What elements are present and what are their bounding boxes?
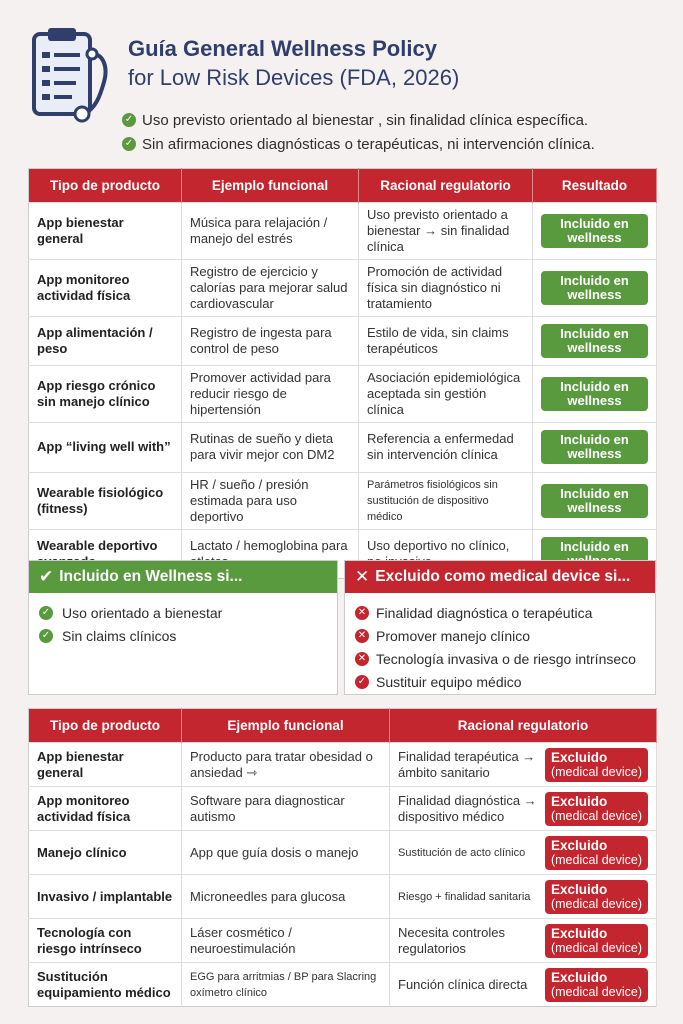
check-icon: ✓ xyxy=(39,606,53,620)
excluded-badge xyxy=(545,836,648,870)
product-type-cell: App bienestar general xyxy=(29,743,182,787)
example-cell: Registro de ingesta para control de peso xyxy=(182,317,359,366)
example-cell: Música para relajación / manejo del estrés xyxy=(182,203,359,260)
excluded-badge xyxy=(545,792,648,826)
included-criteria-box xyxy=(28,560,338,695)
rationale-text: Finalidad terapéutica → ámbito sanitario xyxy=(398,748,536,780)
badge-title: Excluido xyxy=(550,881,608,897)
product-type-cell: Wearable fisiológico (fitness) xyxy=(29,472,182,529)
page-title xyxy=(128,34,668,92)
table-row xyxy=(29,743,657,787)
included-products-table xyxy=(28,168,657,579)
example-cell: Láser cosmético / neuroestimulación xyxy=(182,919,390,963)
included-badge: Incluido en wellness xyxy=(541,484,648,518)
table-row xyxy=(29,963,657,1007)
rationale-cell: Uso previsto orientado a bienestar → sin finalidad clínica xyxy=(359,203,533,260)
included-badge: Incluido en wellness xyxy=(541,271,648,305)
example-cell: Promover actividad para reducir riesgo de hipertensión xyxy=(182,366,359,423)
included-badge: Incluido en wellness xyxy=(541,214,648,248)
example-cell: App que guía dosis o manejo xyxy=(182,831,390,875)
criteria-text: Tecnología invasiva o de riesgo intrínseco xyxy=(376,650,636,667)
table-row xyxy=(29,919,657,963)
table-row xyxy=(29,317,657,366)
rationale-text: Necesita controles regulatorios xyxy=(398,924,505,956)
product-type-cell: App “living well with” xyxy=(29,423,182,472)
title-line-1: Guía General Wellness Policy xyxy=(128,36,437,61)
product-type-cell: Wearable deportivo xyxy=(29,529,182,578)
rationale-text: Función clínica directa xyxy=(398,976,528,992)
excluded-badge xyxy=(545,748,648,782)
x-circle-icon: ✕ xyxy=(355,652,369,666)
product-type-cell: Tecnología con riesgo intrínseco xyxy=(29,919,182,963)
header-bullets xyxy=(122,108,672,156)
check-circle-icon: ✓ xyxy=(355,675,369,689)
x-circle-icon: ✕ xyxy=(355,606,369,620)
header-bullet xyxy=(122,108,672,132)
list-item xyxy=(355,601,647,624)
example-cell: Rutinas de sueño y dieta para vivir mejor con DM2 xyxy=(182,423,359,472)
list-item xyxy=(39,624,329,647)
product-type-cell: App monitoreo actividad física xyxy=(29,260,182,317)
list-item xyxy=(355,670,647,693)
excluded-badge xyxy=(545,924,648,958)
result-cell xyxy=(533,203,657,260)
excluded-badge xyxy=(545,968,648,1002)
result-cell xyxy=(533,260,657,317)
excluded-products-table xyxy=(28,708,657,1007)
table-row xyxy=(29,366,657,423)
table-row xyxy=(29,875,657,919)
bullet-text: Sin afirmaciones diagnósticas o terapéuticas, ni intervención clínica. xyxy=(142,135,595,153)
included-badge: Incluido en wellness xyxy=(541,430,648,464)
x-circle-icon: ✕ xyxy=(355,629,369,643)
rationale-cell xyxy=(390,963,657,1007)
column-header: Tipo de producto xyxy=(29,169,182,203)
check-icon: ✓ xyxy=(122,137,136,151)
excluded-criteria-box xyxy=(344,560,656,695)
list-item xyxy=(355,624,647,647)
rationale-cell xyxy=(390,875,657,919)
product-type-cell: App monitoreo actividad física xyxy=(29,787,182,831)
badge-title: Excluido xyxy=(550,925,608,941)
column-header: Resultado xyxy=(533,169,657,203)
title-line-2: for Low Risk Devices (FDA, 2026) xyxy=(128,65,460,90)
checkmark-icon: ✔ xyxy=(39,567,54,586)
badge-subtitle: (medical device) xyxy=(550,852,642,867)
clipboard-stethoscope-icon xyxy=(30,24,112,124)
criteria-text: Uso orientado a bienestar xyxy=(62,604,223,621)
excluded-criteria-list xyxy=(345,593,655,693)
rationale-text: Riesgo + finalidad sanitaria xyxy=(398,890,531,903)
list-item xyxy=(39,601,329,624)
criteria-text: Sin claims clínicos xyxy=(62,627,177,644)
excluded-badge xyxy=(545,880,648,914)
product-type-cell: Invasivo / implantable xyxy=(29,875,182,919)
table-row xyxy=(29,203,657,260)
product-type-cell: App alimentación / peso xyxy=(29,317,182,366)
rationale-text: Sustitución de acto clínico xyxy=(398,846,526,859)
example-cell: Producto para tratar obesidad o ansiedad ⇾ xyxy=(182,743,390,787)
included-badge: Incluido en wellness xyxy=(541,377,648,411)
check-icon: ✓ xyxy=(39,629,53,643)
example-cell: Software para diagnosticar autismo xyxy=(182,787,390,831)
criteria-text: Promover manejo clínico xyxy=(376,627,531,644)
rationale-cell xyxy=(390,743,657,787)
result-cell xyxy=(533,423,657,472)
list-item xyxy=(355,647,647,670)
check-icon: ✓ xyxy=(122,113,136,127)
excluded-box-title: Excluido como medical device si... xyxy=(375,568,631,585)
example-cell: Microneedles para glucosa xyxy=(182,875,390,919)
badge-title: Excluido xyxy=(550,969,608,985)
rationale-cell: Promoción de actividad física sin diagnóstico ni tratamiento xyxy=(359,260,533,317)
result-cell xyxy=(533,472,657,529)
excluded-box-header xyxy=(345,561,655,593)
product-type-cell: Manejo clínico xyxy=(29,831,182,875)
column-header: Ejemplo funcional xyxy=(182,709,390,743)
rationale-cell: Estilo de vida, sin claims terapéuticos xyxy=(359,317,533,366)
rationale-cell: Uso deportivo no clínico, xyxy=(359,529,533,578)
criteria-text: Finalidad diagnóstica o terapéutica xyxy=(376,604,593,621)
included-criteria-list xyxy=(29,593,337,647)
rationale-text: Finalidad diagnóstica → dispositivo médico xyxy=(398,792,537,824)
column-header: Ejemplo funcional xyxy=(182,169,359,203)
result-cell xyxy=(533,317,657,366)
product-type-cell: App bienestar general xyxy=(29,203,182,260)
page-header xyxy=(0,0,683,160)
badge-subtitle: (medical device) xyxy=(550,984,642,999)
rationale-cell: Referencia a enfermedad sin intervención clínica xyxy=(359,423,533,472)
badge-subtitle: (medical device) xyxy=(550,940,642,955)
included-badge: Incluido en wellness xyxy=(541,324,648,358)
result-cell xyxy=(533,366,657,423)
example-cell: EGG para arritmias / BP para Slacring oxímetro clínico xyxy=(182,963,390,1007)
column-header: Racional regulatorio xyxy=(390,709,657,743)
table-row xyxy=(29,831,657,875)
rationale-cell xyxy=(390,787,657,831)
column-header: Tipo de producto xyxy=(29,709,182,743)
column-header: Racional regulatorio xyxy=(359,169,533,203)
badge-title: Excluido xyxy=(550,749,608,765)
table-row xyxy=(29,472,657,529)
table-header-row xyxy=(29,169,657,203)
table-row xyxy=(29,787,657,831)
included-badge: Incluido en xyxy=(541,537,648,571)
rationale-cell xyxy=(390,919,657,963)
rationale-cell: Parámetros fisiológicos sin sustitución de dispositivo médico xyxy=(359,472,533,529)
badge-title: Excluido xyxy=(550,793,608,809)
table-row xyxy=(29,423,657,472)
bullet-text: Uso previsto orientado al bienestar , sin finalidad clínica específica. xyxy=(142,111,589,129)
x-mark-icon: ✕ xyxy=(355,567,370,586)
example-cell: Registro de ejercicio y calorías para mejorar salud cardiovascular xyxy=(182,260,359,317)
badge-title: Excluido xyxy=(550,837,608,853)
table-header-row xyxy=(29,709,657,743)
badge-subtitle: (medical device) xyxy=(550,896,642,911)
example-cell: Lactato / hemoglobina para xyxy=(182,529,359,578)
product-type-cell: Sustitución equipamiento médico xyxy=(29,963,182,1007)
badge-subtitle: (medical device) xyxy=(550,808,642,823)
badge-subtitle: (medical device) xyxy=(550,764,642,779)
included-box-title: Incluido en Wellness si... xyxy=(59,568,243,585)
included-box-header xyxy=(29,561,337,593)
criteria-text: Sustituir equipo médico xyxy=(376,673,522,690)
example-cell: HR / sueño / presión estimada para uso deportivo xyxy=(182,472,359,529)
product-type-cell: App riesgo crónico sin manejo clínico xyxy=(29,366,182,423)
rationale-cell xyxy=(390,831,657,875)
table-row xyxy=(29,260,657,317)
header-bullet xyxy=(122,132,672,156)
rationale-cell: Asociación epidemiológica aceptada sin gestión clínica xyxy=(359,366,533,423)
